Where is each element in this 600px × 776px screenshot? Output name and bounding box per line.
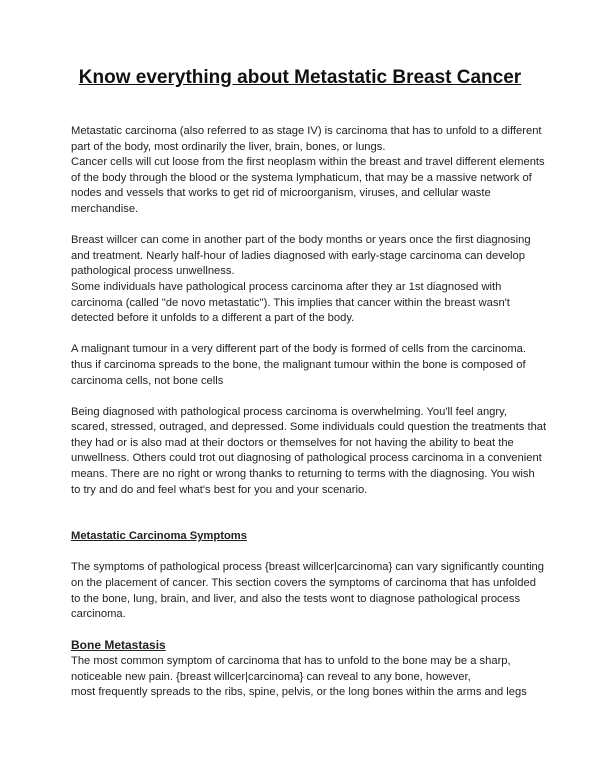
text-line: Metastatic carcinoma (also referred to as stage IV) is carcinoma that has to unfold to a different <box>71 125 542 137</box>
text-line: merchandise. <box>71 202 139 215</box>
text-line: Being diagnosed with pathological process carcinoma is overwhelming. You'll feel angry, <box>71 405 508 418</box>
page-title: Know everything about Metastatic Breast Cancer <box>78 67 522 88</box>
text-line: The symptoms of pathological process {breast willcer|carcinoma} can vary significantly counting <box>71 561 544 574</box>
text-line: of the body through the blood or the systema lymphaticum, that may be a massive network of <box>71 171 532 184</box>
text-line: on the placement of cancer. This section covers the symptoms of carcinoma that has unfolded <box>71 577 536 590</box>
paragraph-feelings <box>71 405 547 499</box>
text-line: carcinoma. <box>71 608 126 621</box>
text-line: and treatment. Nearly half-hour of ladies diagnosed with early-stage carcinoma can develop <box>71 249 525 262</box>
text-line: A malignant tumour in a very different part of the body is formed of cells from the carcinoma. <box>71 343 526 356</box>
text-line: carcinoma (called "de novo metastatic"). This implies that cancer within the breast wasn't <box>71 296 510 309</box>
text-line: Some individuals have pathological process carcinoma after they ar 1st diagnosed with <box>71 280 502 293</box>
text-line: thus if carcinoma spreads to the bone, the malignant tumour within the bone is composed of <box>71 358 526 371</box>
text-line: nodes and vessels that works to get rid of microorganism, viruses, and cellular waste <box>71 187 491 200</box>
text-line: carcinoma cells, not bone cells <box>71 374 224 387</box>
text-line: pathological process unwellness. <box>71 265 235 278</box>
document-body <box>71 124 547 701</box>
paragraph-bone <box>71 654 533 701</box>
text-line: they had or is also mad at their doctors or themselves for not having the ability to beat the <box>71 436 514 449</box>
paragraph-intro <box>71 124 545 218</box>
text-line: unwellness. Others could trot out diagnosing of pathological process carcinoma in a convenient <box>71 452 542 465</box>
text-line: Cancer cells will cut loose from the first neoplasm within the breast and travel different elements <box>71 156 545 169</box>
text-line: to try and do and feel what's best for you and your scenario. <box>71 483 368 496</box>
text-line: noticeable new pain. {breast willcer|carcinoma} can reveal to any bone, however, <box>71 670 471 683</box>
text-line: means. There are no right or wrong thanks to returning to terms with the diagnosing. You wish <box>71 468 535 481</box>
text-line: The most common symptom of carcinoma that has to unfold to the bone may be a sharp, <box>71 655 511 667</box>
section-heading: Metastatic Carcinoma Symptoms <box>71 530 247 543</box>
paragraph-recurrence <box>71 233 533 327</box>
paragraph-symptoms <box>71 560 544 622</box>
text-line: part of the body, most ordinarily the liver, brain, bones, or lungs. <box>71 140 386 153</box>
subsection-heading: Bone Metastasis <box>71 638 166 653</box>
text-line: detected before it unfolds to a different a part of the body. <box>71 312 355 325</box>
text-line: scared, stressed, outraged, and depressed. Some individuals could question the treatments that <box>71 421 547 434</box>
text-line: most frequently spreads to the ribs, spine, pelvis, or the long bones within the arms and legs <box>71 686 527 699</box>
text-line: Breast willcer can come in another part of the body months or years once the first diagnosing <box>71 234 531 247</box>
paragraph-tumour <box>71 342 533 389</box>
text-line: to the bone, lung, brain, and liver, and also the tests wont to diagnose pathological process <box>71 592 521 605</box>
